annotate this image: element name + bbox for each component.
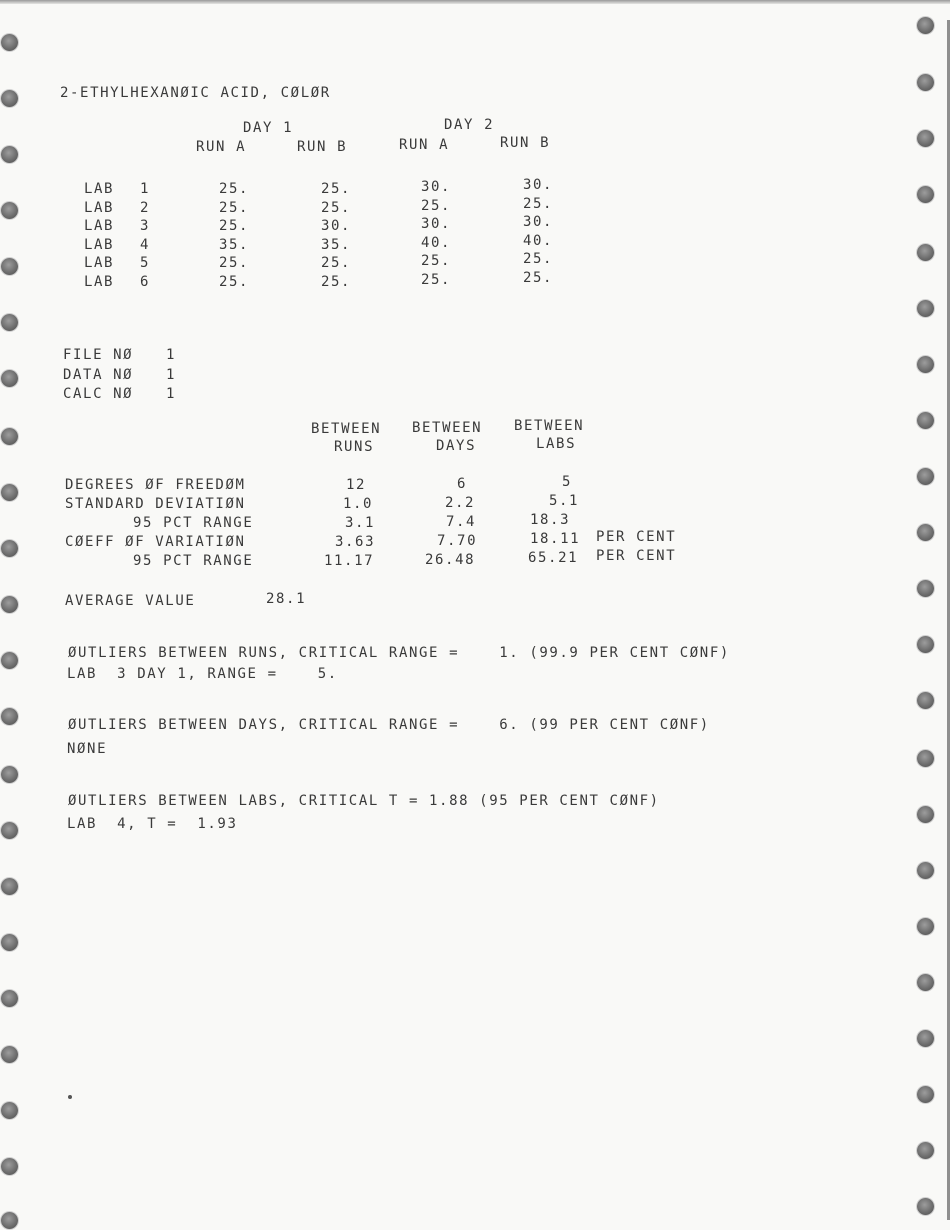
stats-header-top: BETWEEN xyxy=(412,420,483,436)
sprocket-hole xyxy=(1,766,18,783)
sprocket-hole xyxy=(917,750,934,767)
sprocket-hole xyxy=(1,428,18,445)
run-header: RUN B xyxy=(297,139,348,155)
lab-value: 25. xyxy=(321,273,352,290)
sprocket-hole xyxy=(917,74,934,91)
stats-value: 7.4 xyxy=(446,513,477,530)
sprocket-hole xyxy=(917,244,934,261)
stats-value: 18.3 xyxy=(530,512,571,528)
lab-label: LAB xyxy=(84,181,115,197)
stats-value: 11.17 xyxy=(324,553,375,569)
sprocket-hole xyxy=(1,990,18,1007)
stats-value: 12 xyxy=(346,477,367,493)
stats-unit: PER CENT xyxy=(596,548,677,564)
run-header: RUN A xyxy=(196,139,247,155)
sprocket-hole xyxy=(1,146,18,163)
lab-label: LAB xyxy=(84,255,115,271)
sprocket-hole xyxy=(917,580,934,597)
sprocket-hole xyxy=(1,1102,18,1119)
sprocket-hole xyxy=(917,918,934,935)
lab-value: 35. xyxy=(321,236,352,253)
lab-number: 2 xyxy=(140,199,151,216)
lab-value: 25. xyxy=(219,273,250,290)
sprocket-hole xyxy=(917,1198,934,1215)
outlier-header: ØUTLIERS BETWEEN RUNS, CRITICAL RANGE = 1. (99.9 PER CENT CØNF) xyxy=(68,645,730,661)
lab-value: 25. xyxy=(219,181,250,197)
sprocket-hole xyxy=(917,636,934,653)
lab-number: 6 xyxy=(140,273,151,290)
lab-value: 25. xyxy=(523,195,554,212)
stats-value: 6 xyxy=(457,475,468,492)
lab-value: 25. xyxy=(421,253,452,269)
run-header: RUN A xyxy=(399,137,450,153)
sprocket-hole xyxy=(917,412,934,429)
lab-value: 25. xyxy=(219,199,250,216)
sprocket-hole xyxy=(1,370,18,387)
outlier-detail: LAB 3 DAY 1, RANGE = 5. xyxy=(67,666,338,682)
outlier-header: ØUTLIERS BETWEEN LABS, CRITICAL T = 1.88 (95 PER CENT CØNF) xyxy=(68,793,660,809)
lab-value: 30. xyxy=(321,218,352,234)
stats-header-top: BETWEEN xyxy=(311,421,382,437)
stats-row-label: 95 PCT RANGE xyxy=(133,515,254,531)
sprocket-hole xyxy=(917,806,934,823)
lab-value: 25. xyxy=(321,255,352,271)
sprocket-hole xyxy=(1,258,18,275)
stats-value: 1.0 xyxy=(343,496,374,512)
sprocket-hole xyxy=(917,468,934,485)
file-info-value: 1 xyxy=(166,347,177,363)
sprocket-hole xyxy=(1,484,18,501)
stats-value: 65.21 xyxy=(528,550,579,566)
sprocket-hole xyxy=(1,1046,18,1063)
sprocket-hole xyxy=(1,1158,18,1175)
stats-header-bottom: DAYS xyxy=(436,438,477,454)
lab-label: LAB xyxy=(84,199,115,216)
stats-value: 18.11 xyxy=(530,531,581,547)
document-title: 2-ETHYLHEXANØIC ACID, CØLØR xyxy=(60,85,331,101)
lab-number: 3 xyxy=(140,218,151,234)
ink-dot xyxy=(68,1095,72,1099)
sprocket-hole xyxy=(917,974,934,991)
sprocket-hole xyxy=(1,652,18,669)
sprocket-hole xyxy=(917,356,934,373)
stats-value: 3.63 xyxy=(335,534,376,550)
sprocket-hole xyxy=(917,300,934,317)
lab-label: LAB xyxy=(84,218,115,234)
stats-header-bottom: LABS xyxy=(536,436,577,452)
file-info-label: CALC NØ xyxy=(63,386,134,402)
stats-value: 5.1 xyxy=(549,493,580,509)
sprocket-hole xyxy=(1,934,18,951)
sprocket-hole xyxy=(917,17,934,34)
stats-value: 3.1 xyxy=(345,515,376,531)
lab-value: 25. xyxy=(523,269,554,286)
sprocket-hole xyxy=(1,1212,18,1229)
sprocket-hole xyxy=(1,314,18,331)
run-header: RUN B xyxy=(500,135,551,151)
sprocket-hole xyxy=(1,202,18,219)
day-2-header: DAY 2 xyxy=(444,117,495,133)
lab-number: 5 xyxy=(140,255,151,271)
stats-header-bottom: RUNS xyxy=(334,439,375,455)
lab-value: 30. xyxy=(421,216,452,232)
sprocket-hole xyxy=(1,540,18,557)
sprocket-hole xyxy=(1,708,18,725)
sprocket-hole xyxy=(917,862,934,879)
sprocket-hole xyxy=(917,130,934,147)
outlier-header: ØUTLIERS BETWEEN DAYS, CRITICAL RANGE = 6. (99 PER CENT CØNF) xyxy=(68,717,710,733)
average-value: 28.1 xyxy=(266,591,307,607)
sprocket-hole xyxy=(1,90,18,107)
outlier-detail: NØNE xyxy=(67,741,108,757)
sprocket-hole xyxy=(1,596,18,613)
left-sprocket-holes xyxy=(1,0,23,1230)
outlier-detail: LAB 4, T = 1.93 xyxy=(67,816,238,832)
stats-row-label: CØEFF ØF VARIATIØN xyxy=(65,534,246,550)
lab-value: 30. xyxy=(523,177,554,193)
file-info-label: DATA NØ xyxy=(63,366,134,383)
file-info-value: 1 xyxy=(166,366,177,383)
lab-value: 30. xyxy=(421,179,452,195)
stats-value: 26.48 xyxy=(425,551,476,568)
lab-value: 25. xyxy=(219,255,250,271)
sprocket-hole xyxy=(917,1030,934,1047)
lab-value: 25. xyxy=(421,197,452,214)
stats-row-label: DEGREES ØF FREEDØM xyxy=(65,477,246,493)
sprocket-hole xyxy=(917,186,934,203)
lab-label: LAB xyxy=(84,236,115,253)
lab-number: 4 xyxy=(140,236,151,253)
lab-value: 25. xyxy=(421,271,452,288)
lab-label: LAB xyxy=(84,273,115,290)
paper-top-edge xyxy=(0,0,950,4)
file-info-label: FILE NØ xyxy=(63,347,134,363)
lab-value: 25. xyxy=(219,218,250,234)
stats-value: 7.70 xyxy=(437,532,478,549)
lab-value: 40. xyxy=(523,232,554,249)
sprocket-hole xyxy=(1,878,18,895)
stats-row-label: STANDARD DEVIATIØN xyxy=(65,496,246,512)
stats-row-label: 95 PCT RANGE xyxy=(133,553,254,569)
stats-value: 2.2 xyxy=(445,494,476,511)
sprocket-hole xyxy=(1,34,18,51)
sprocket-hole xyxy=(1,822,18,839)
sprocket-hole xyxy=(917,1086,934,1103)
lab-value: 30. xyxy=(523,214,554,230)
sprocket-hole xyxy=(917,692,934,709)
sprocket-hole xyxy=(917,1142,934,1159)
file-info-value: 1 xyxy=(166,386,177,402)
lab-value: 25. xyxy=(321,181,352,197)
sprocket-hole xyxy=(917,524,934,541)
lab-number: 1 xyxy=(140,181,151,197)
day-1-header: DAY 1 xyxy=(243,120,294,136)
average-value-label: AVERAGE VALUE xyxy=(65,593,196,609)
right-sprocket-holes xyxy=(917,0,939,1230)
lab-value: 35. xyxy=(219,236,250,253)
stats-header-top: BETWEEN xyxy=(514,418,585,434)
stats-unit: PER CENT xyxy=(596,529,677,545)
lab-value: 40. xyxy=(421,234,452,251)
stats-value: 5 xyxy=(562,474,573,490)
lab-value: 25. xyxy=(523,251,554,267)
lab-value: 25. xyxy=(321,199,352,216)
